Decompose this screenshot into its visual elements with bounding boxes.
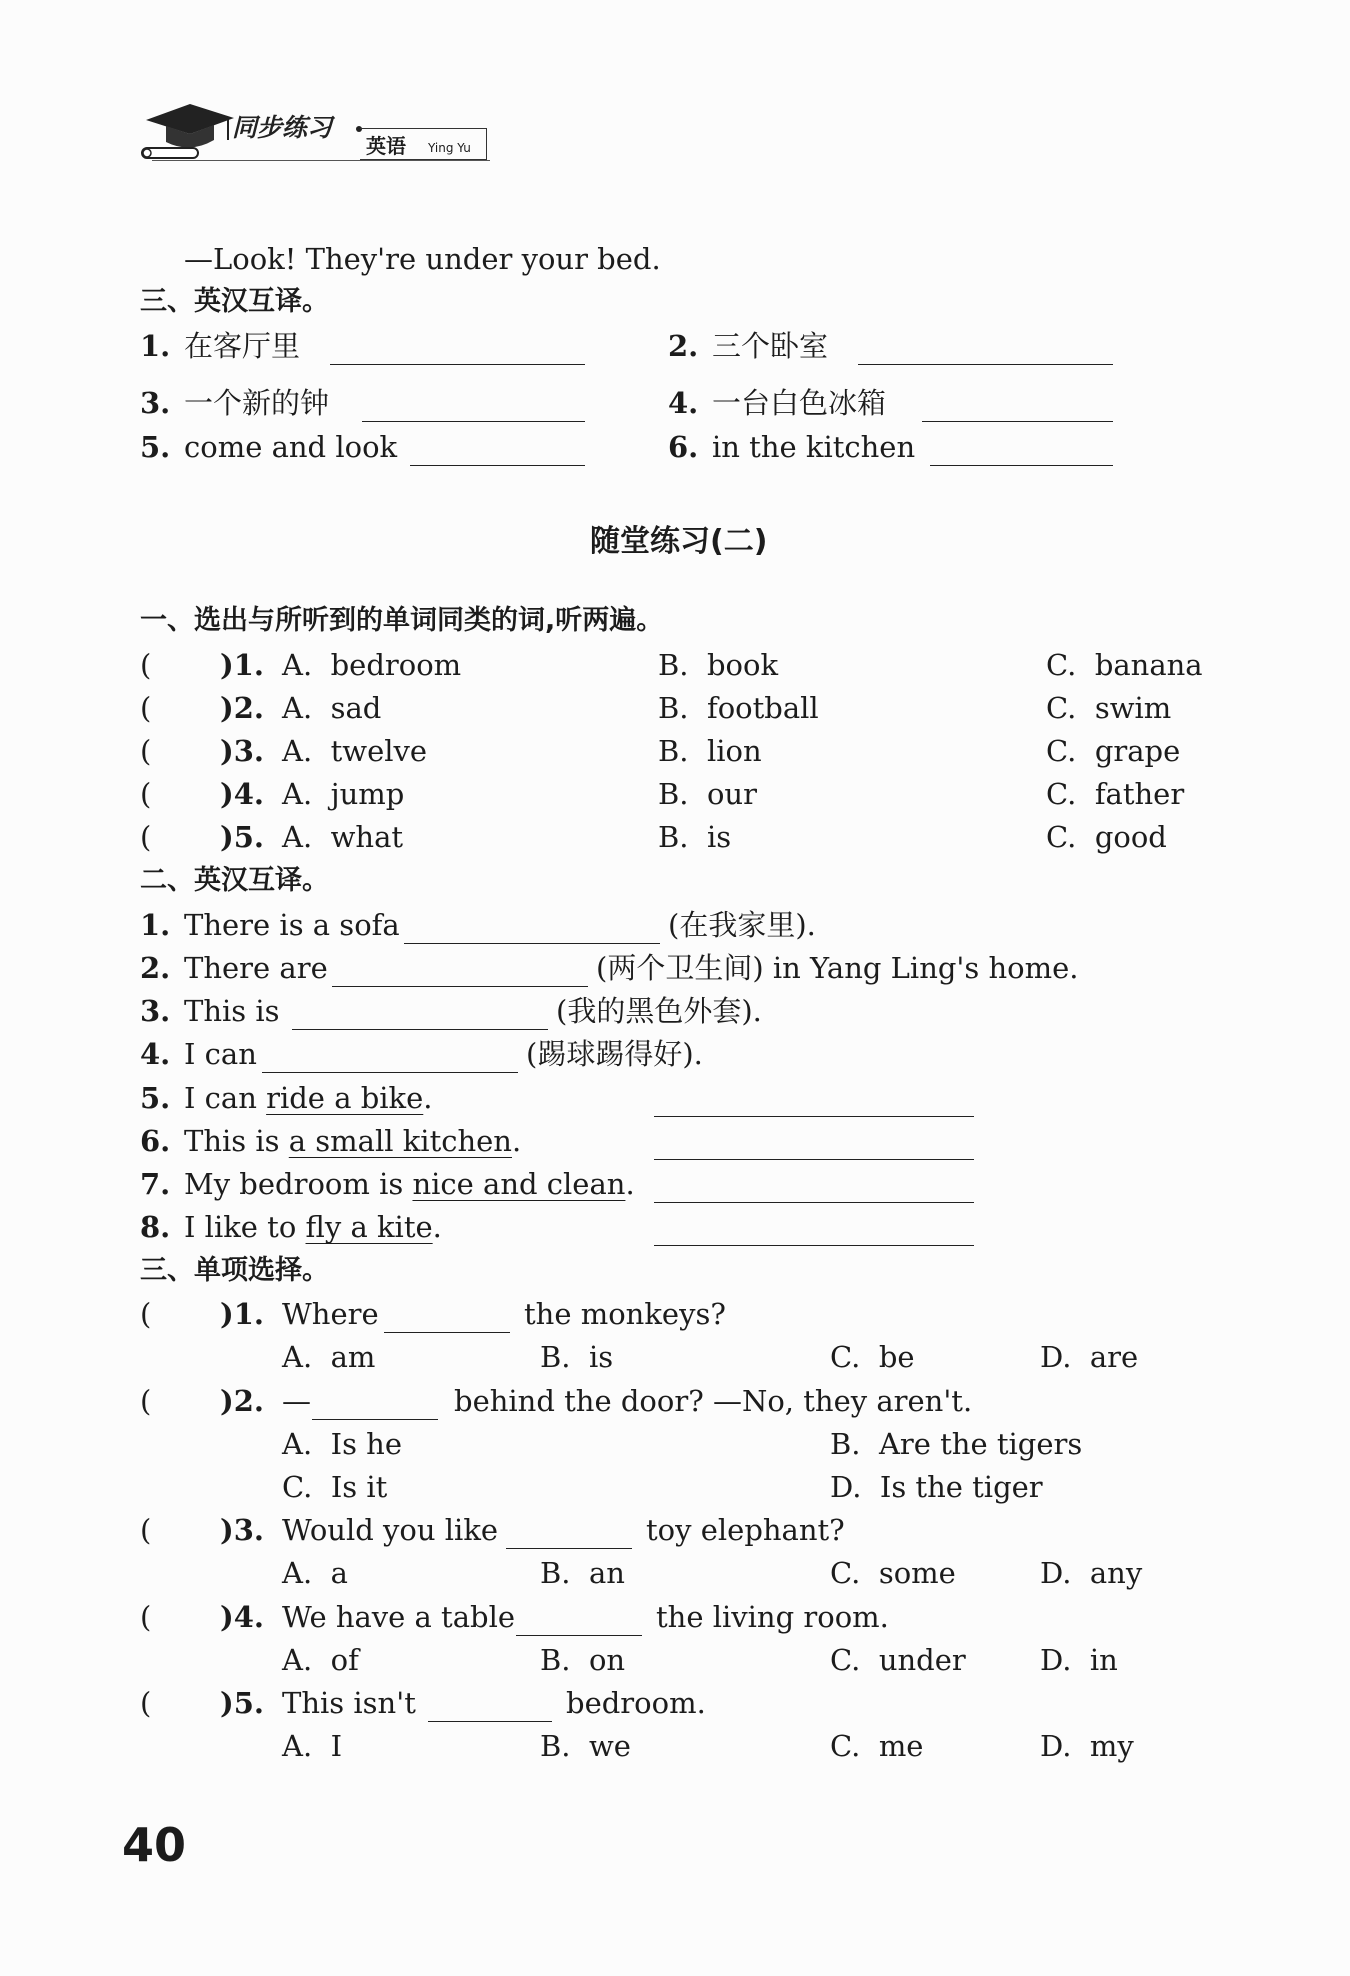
option-b[interactable]: B. we [540, 1729, 631, 1763]
item-sentence: I can ride a bike. [184, 1081, 433, 1115]
item-number: 2. [140, 951, 171, 985]
header-subject: 英语 [366, 134, 406, 158]
option-b[interactable]: B. on [540, 1643, 626, 1677]
question-text: bedroom. [566, 1686, 706, 1720]
option-c[interactable]: C. swim [1046, 691, 1172, 725]
item-hint: (在我家里). [668, 908, 816, 942]
answer-blank[interactable] [654, 1202, 974, 1203]
option-a[interactable]: A. sad [282, 691, 382, 725]
item-hint: (我的黑色外套). [556, 994, 762, 1028]
option-b[interactable]: B. book [658, 648, 779, 682]
header-series: 同步练习 [232, 113, 333, 142]
item-text: 一台白色冰箱 [712, 386, 887, 420]
question-number: )1. [220, 648, 264, 682]
item-number: 4. [668, 386, 699, 420]
option-c[interactable]: C. be [830, 1340, 915, 1374]
question-text: the living room. [656, 1600, 889, 1634]
item-number: 5. [140, 1081, 171, 1115]
answer-blank [428, 1721, 552, 1722]
answer-paren[interactable]: ( [140, 820, 152, 854]
answer-blank[interactable] [654, 1116, 974, 1117]
section-title: 随堂练习(二) [590, 524, 768, 559]
question-number: )2. [220, 1384, 264, 1418]
answer-blank[interactable] [262, 1072, 518, 1073]
item-text: This is [184, 994, 280, 1028]
question-number: )3. [220, 734, 264, 768]
option-a[interactable]: A. Is he [282, 1427, 403, 1461]
question-number: )4. [220, 1600, 264, 1634]
page-number: 40 [122, 1818, 187, 1872]
item-number: 6. [140, 1124, 171, 1158]
item-text: There are [184, 951, 328, 985]
answer-blank[interactable] [930, 465, 1113, 466]
header-rule [152, 160, 490, 161]
question-text: This isn't [282, 1686, 416, 1720]
dialogue-line: —Look! They're under your bed. [184, 242, 661, 276]
question-text: the monkeys? [524, 1297, 726, 1331]
question-text: We have a table [282, 1600, 516, 1634]
option-d[interactable]: D. my [1040, 1729, 1134, 1763]
answer-paren[interactable]: ( [140, 1513, 152, 1547]
answer-paren[interactable]: ( [140, 648, 152, 682]
option-b[interactable]: B. is [658, 820, 732, 854]
answer-blank[interactable] [654, 1159, 974, 1160]
question-number: )2. [220, 691, 264, 725]
option-a[interactable]: A. I [282, 1729, 343, 1763]
header-subject-pinyin: Ying Yu [428, 141, 471, 155]
item-text: I can [184, 1037, 257, 1071]
part-a3-heading: 三、英汉互译。 [140, 286, 329, 317]
item-number: 3. [140, 994, 171, 1028]
answer-blank[interactable] [292, 1029, 548, 1030]
option-a[interactable]: A. a [282, 1556, 348, 1590]
option-a[interactable]: A. of [282, 1643, 359, 1677]
item-hint: (踢球踢得好). [526, 1037, 703, 1071]
answer-paren[interactable]: ( [140, 1384, 152, 1418]
item-number: 8. [140, 1210, 171, 1244]
answer-paren[interactable]: ( [140, 691, 152, 725]
part-b3-heading: 三、单项选择。 [140, 1255, 329, 1286]
option-d[interactable]: D. are [1040, 1340, 1139, 1374]
graduation-cap-icon [138, 98, 238, 168]
option-c[interactable]: C. good [1046, 820, 1167, 854]
option-b[interactable]: B. our [658, 777, 757, 811]
item-number: 6. [668, 430, 699, 464]
answer-blank[interactable] [404, 943, 660, 944]
option-c[interactable]: C. under [830, 1643, 966, 1677]
option-b[interactable]: B. Are the tigers [830, 1427, 1083, 1461]
answer-blank [516, 1635, 642, 1636]
question-number: )5. [220, 1686, 264, 1720]
question-text: behind the door? —No, they aren't. [454, 1384, 973, 1418]
item-sentence: This is a small kitchen. [184, 1124, 522, 1158]
option-b[interactable]: B. is [540, 1340, 614, 1374]
option-c[interactable]: C. banana [1046, 648, 1203, 682]
answer-blank [384, 1332, 510, 1333]
item-number: 1. [140, 329, 171, 363]
answer-blank [506, 1548, 632, 1549]
item-text: come and look [184, 430, 398, 464]
item-number: 7. [140, 1167, 171, 1201]
option-a[interactable]: A. jump [282, 777, 405, 811]
item-sentence: I like to fly a kite. [184, 1210, 442, 1244]
option-c[interactable]: C. grape [1046, 734, 1181, 768]
question-text: — [282, 1384, 311, 1418]
question-number: )4. [220, 777, 264, 811]
question-text: Would you like [282, 1513, 499, 1547]
answer-blank [312, 1419, 438, 1420]
item-number: 4. [140, 1037, 171, 1071]
option-c[interactable]: C. some [830, 1556, 956, 1590]
answer-paren[interactable]: ( [140, 777, 152, 811]
item-text: 在客厅里 [184, 329, 301, 363]
question-text: toy elephant? [646, 1513, 845, 1547]
answer-blank[interactable] [654, 1245, 974, 1246]
option-a[interactable]: A. what [282, 820, 404, 854]
item-number: 1. [140, 908, 171, 942]
item-number: 3. [140, 386, 171, 420]
option-a[interactable]: A. twelve [282, 734, 428, 768]
option-b[interactable]: B. an [540, 1556, 625, 1590]
answer-blank[interactable] [362, 421, 585, 422]
option-a[interactable]: A. bedroom [282, 648, 462, 682]
item-text: 一个新的钟 [184, 386, 330, 420]
option-d[interactable]: D. Is the tiger [830, 1470, 1043, 1504]
answer-paren[interactable]: ( [140, 1297, 152, 1331]
option-d[interactable]: D. any [1040, 1556, 1143, 1590]
option-a[interactable]: A. am [282, 1340, 376, 1374]
answer-paren[interactable]: ( [140, 734, 152, 768]
option-c[interactable]: C. me [830, 1729, 924, 1763]
question-number: )1. [220, 1297, 264, 1331]
answer-blank[interactable] [858, 364, 1113, 365]
option-b[interactable]: B. football [658, 691, 819, 725]
answer-paren[interactable]: ( [140, 1686, 152, 1720]
question-number: )5. [220, 820, 264, 854]
answer-blank[interactable] [330, 364, 585, 365]
item-hint: (两个卫生间) in Yang Ling's home. [596, 951, 1079, 985]
item-text: 三个卧室 [712, 329, 829, 363]
option-c[interactable]: C. Is it [282, 1470, 388, 1504]
part-b2-heading: 二、英汉互译。 [140, 865, 329, 896]
answer-blank[interactable] [922, 421, 1113, 422]
question-number: )3. [220, 1513, 264, 1547]
answer-paren[interactable]: ( [140, 1600, 152, 1634]
item-sentence: My bedroom is nice and clean. [184, 1167, 635, 1201]
item-text: There is a sofa [184, 908, 400, 942]
option-b[interactable]: B. lion [658, 734, 762, 768]
item-number: 2. [668, 329, 699, 363]
answer-blank[interactable] [332, 986, 588, 987]
item-text: in the kitchen [712, 430, 916, 464]
question-text: Where [282, 1297, 379, 1331]
option-c[interactable]: C. father [1046, 777, 1185, 811]
item-number: 5. [140, 430, 171, 464]
answer-blank[interactable] [410, 465, 585, 466]
option-d[interactable]: D. in [1040, 1643, 1118, 1677]
part-b1-heading: 一、选出与所听到的单词同类的词,听两遍。 [140, 605, 664, 636]
